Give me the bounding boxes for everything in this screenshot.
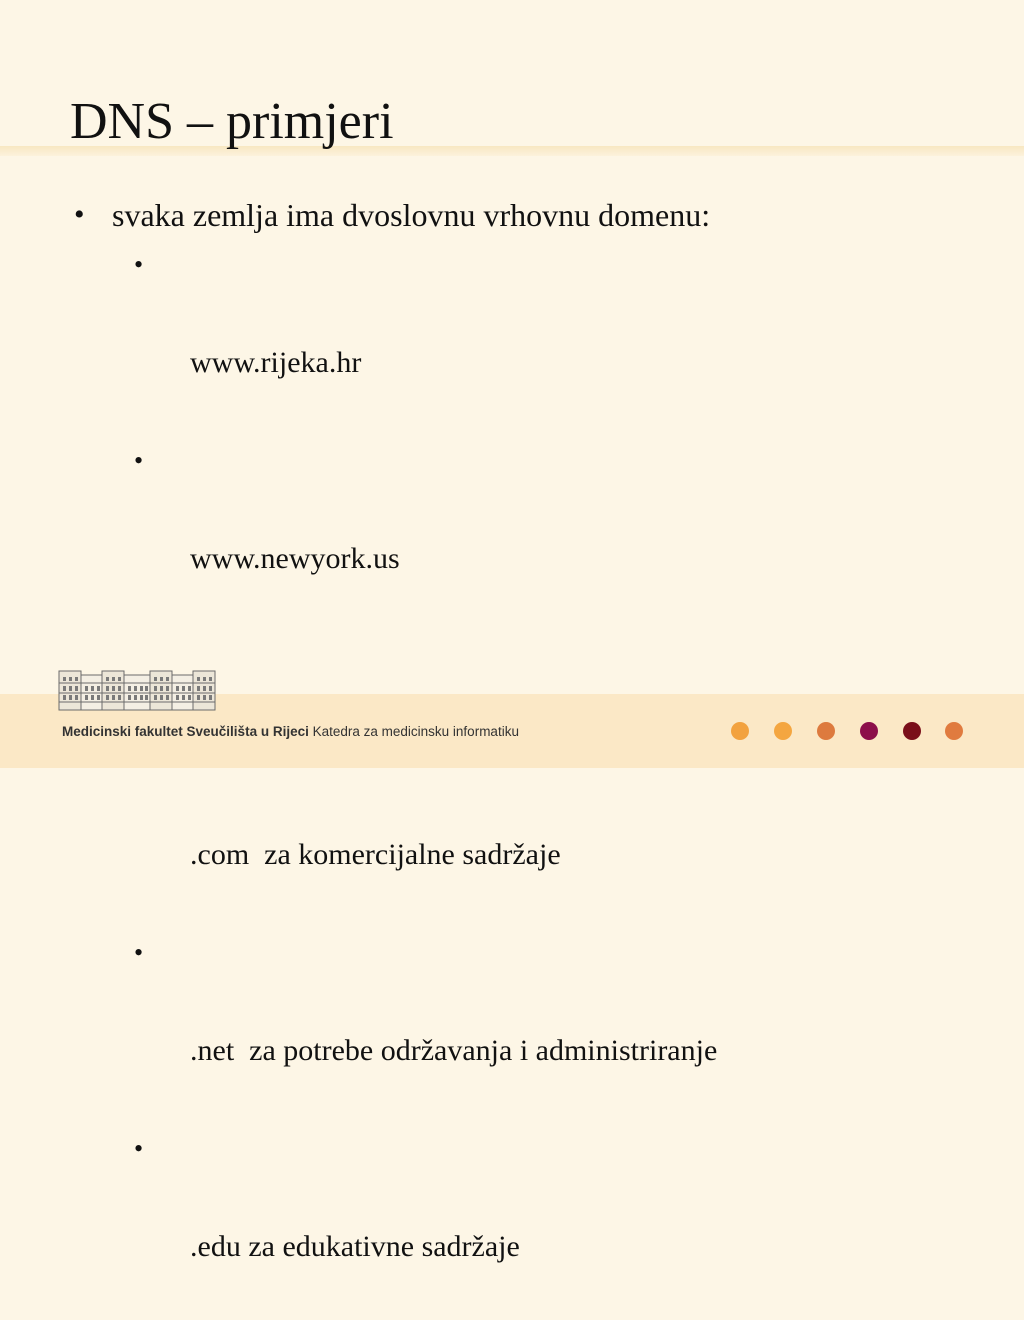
bullet-dot-icon: •: [134, 1134, 144, 1163]
bullet-text: svaka zemlja ima dvoslovnu vrhovnu domenu:: [112, 197, 711, 233]
sub-bullet-item: [74, 928, 994, 1124]
bullet-dot-icon: •: [134, 938, 144, 967]
sub-bullet-text: .net za potrebe održavanja i administriranje: [190, 1034, 718, 1067]
bullet-dot-icon: •: [74, 198, 85, 231]
sub-bullet-item: [74, 1124, 994, 1320]
dot-icon: [903, 722, 921, 740]
bullet-dot-icon: •: [134, 446, 144, 475]
slide-title: DNS – primjeri: [70, 93, 394, 150]
building-icon: [58, 669, 216, 711]
footer-caption: [62, 724, 519, 739]
sub-bullet-text: www.newyork.us: [190, 542, 400, 575]
footer-department: Katedra za medicinsku informatiku: [312, 724, 519, 739]
dot-icon: [774, 722, 792, 740]
sub-bullet-item: [74, 240, 994, 436]
sub-bullet-text: www.rijeka.hr: [190, 346, 362, 379]
sub-bullet-item: [74, 436, 994, 632]
dot-icon: [945, 722, 963, 740]
dot-icon: [817, 722, 835, 740]
footer-institution: Medicinski fakultet Sveučilišta u Rijeci: [62, 724, 309, 739]
sub-bullet-text: .com za komercijalne sadržaje: [190, 838, 561, 871]
bullet-dot-icon: •: [134, 250, 144, 279]
bullet-item: [74, 190, 994, 240]
dot-icon: [731, 722, 749, 740]
sub-bullet-text: .edu za edukativne sadržaje: [190, 1230, 520, 1263]
dot-icon: [860, 722, 878, 740]
